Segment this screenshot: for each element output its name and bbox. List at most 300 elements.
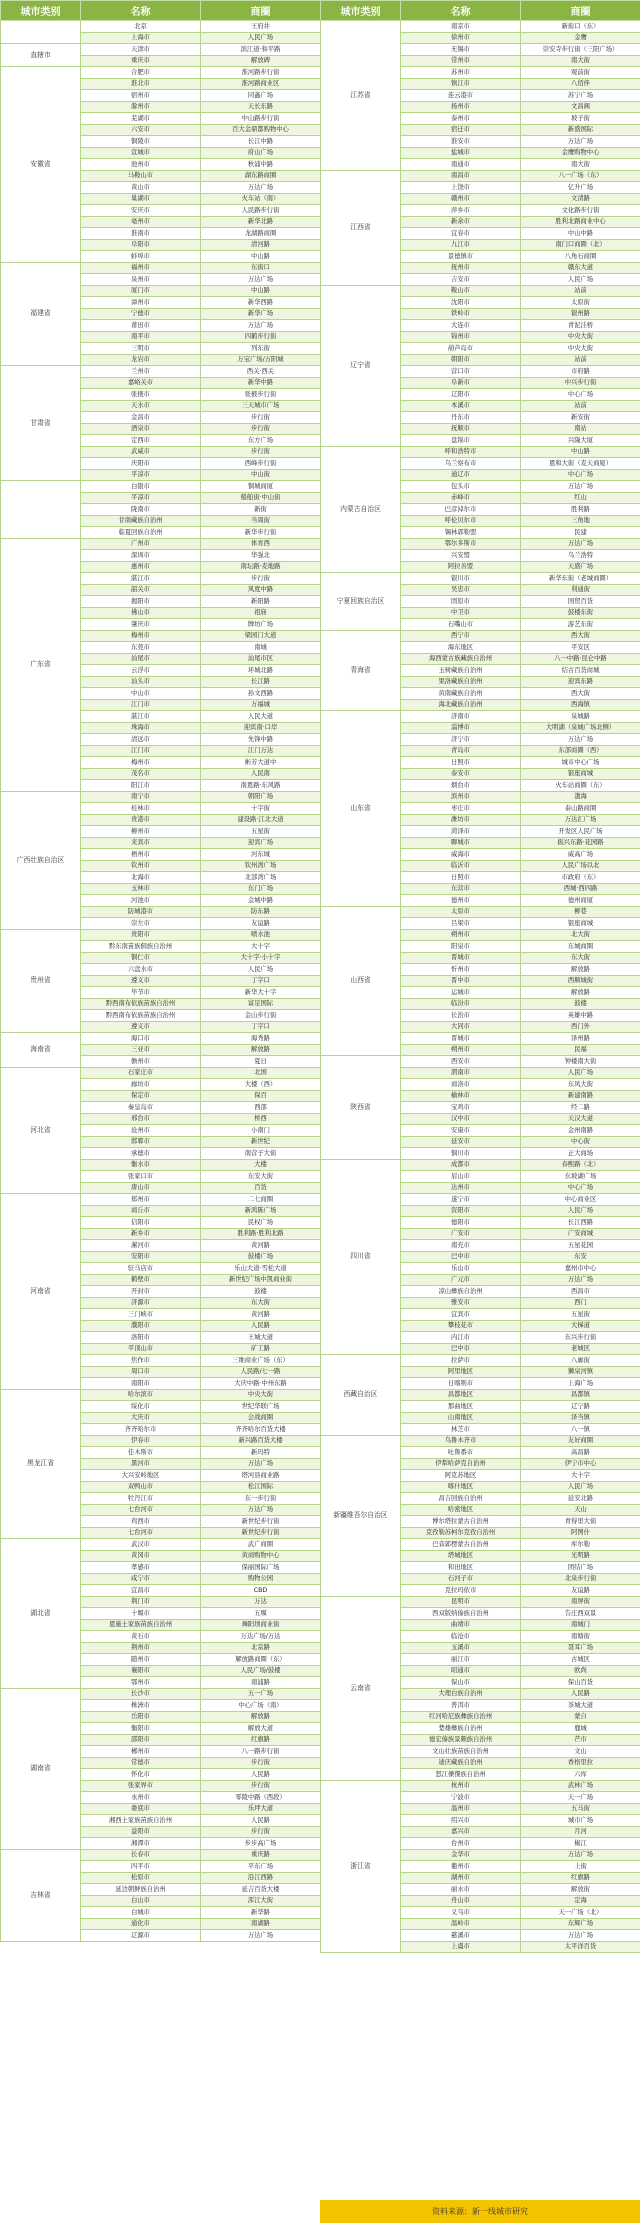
mall-cell: 天汉大道 [521, 1113, 640, 1125]
mall-cell: 人民路 [201, 1815, 321, 1827]
city-cell: 泰安市 [401, 768, 521, 780]
mall-cell: 百大金鼎都购物中心 [201, 124, 321, 136]
mall-cell: 中山路 [521, 446, 640, 458]
mall-cell: 乌兰浩特 [521, 550, 640, 562]
city-cell: 泰州市 [401, 113, 521, 125]
city-cell: 湖州市 [401, 1872, 521, 1884]
city-cell: 宁波市 [401, 1792, 521, 1804]
mall-cell: 北大街 [521, 929, 640, 941]
table-row [321, 1780, 640, 1792]
city-cell: 滁州市 [81, 101, 201, 113]
mall-cell: 鼓楼广场 [201, 1251, 321, 1263]
city-cell: 郑州市 [81, 1194, 201, 1206]
city-cell: 马鞍山市 [81, 170, 201, 182]
mall-cell: 兴隆大厦 [521, 435, 640, 447]
city-cell: 金昌市 [81, 412, 201, 424]
city-cell: 崇左市 [81, 918, 201, 930]
mall-cell: 市府路 [521, 366, 640, 378]
city-cell: 湛江市 [81, 573, 201, 585]
table-row [1, 1067, 321, 1079]
header-province: 城市类别 [1, 1, 81, 21]
mall-cell: 鼓楼 [521, 998, 640, 1010]
mall-cell: 东门广场 [201, 883, 321, 895]
city-cell: 岳阳市 [81, 1711, 201, 1723]
province-cell: 辽宁省 [321, 285, 401, 446]
mall-cell: 海秀路 [201, 1033, 321, 1045]
mall-cell: 南城 [201, 642, 321, 654]
city-cell: 榆林市 [401, 1090, 521, 1102]
city-cell: 焦作市 [81, 1355, 201, 1367]
mall-cell: 南塘街 [521, 1631, 640, 1643]
city-cell: 雅安市 [401, 1297, 521, 1309]
mall-cell: 清河路 [201, 239, 321, 251]
mall-cell: 西部 [201, 1102, 321, 1114]
city-cell: 吐鲁番市 [401, 1447, 521, 1459]
mall-cell: 六库 [521, 1769, 640, 1781]
province-cell: 贵州省 [1, 929, 81, 1033]
mall-cell: 河东城 [201, 849, 321, 861]
mall-cell: 万达广场 [201, 1930, 321, 1942]
city-cell: 广元市 [401, 1274, 521, 1286]
city-cell: 普洱市 [401, 1700, 521, 1712]
city-cell: 塔城地区 [401, 1550, 521, 1562]
city-cell: 吕梁市 [401, 918, 521, 930]
city-cell: 黄石市 [81, 1631, 201, 1643]
mall-cell: 南门口商圈（北） [521, 239, 640, 251]
city-cell: 随州市 [81, 1654, 201, 1666]
city-cell: 洛阳市 [81, 1332, 201, 1344]
header-row [1, 1, 321, 21]
mall-cell: 钦州湾广场 [201, 860, 321, 872]
mall-cell: 世纪华联广场 [201, 1401, 321, 1413]
city-cell: 湘潭市 [81, 1838, 201, 1850]
table-row [1, 481, 321, 493]
table-row [1, 1688, 321, 1700]
city-cell: 长治市 [401, 1010, 521, 1022]
mall-cell: 西昌市 [521, 1286, 640, 1298]
city-cell: 山南地区 [401, 1412, 521, 1424]
city-cell: 娄底市 [81, 1803, 201, 1815]
mall-cell: 人民广场 [521, 1067, 640, 1079]
city-cell: 沧州市 [81, 1125, 201, 1137]
mall-cell: 中山路步行街 [201, 113, 321, 125]
city-cell: 太原市 [401, 906, 521, 918]
mall-cell: 东城商圈 [521, 941, 640, 953]
city-cell: 梧州市 [81, 849, 201, 861]
mall-cell: 万达汇广场 [521, 814, 640, 826]
city-cell: 黔西南布依族苗族自治州 [81, 998, 201, 1010]
mall-cell: 威高广场 [521, 849, 640, 861]
city-cell: 聊城市 [401, 837, 521, 849]
table-body-left [1, 21, 321, 1942]
city-cell: 汉中市 [401, 1113, 521, 1125]
city-cell: 兴安盟 [401, 550, 521, 562]
mall-cell: 步行街 [201, 1780, 321, 1792]
city-cell: 衢州市 [401, 1861, 521, 1873]
mall-cell: 华强北 [201, 550, 321, 562]
city-cell: 阜新市 [401, 377, 521, 389]
city-cell: 宁德市 [81, 308, 201, 320]
city-cell: 淮安市 [401, 136, 521, 148]
mall-cell: 万达广场 [521, 538, 640, 550]
city-cell: 德宏傣族景颇族自治州 [401, 1734, 521, 1746]
mall-cell: 齐齐哈尔百货大楼 [201, 1424, 321, 1436]
city-cell: 四平市 [81, 1861, 201, 1873]
mall-cell: 防东路 [201, 906, 321, 918]
mall-cell: 南恩路·东风路 [201, 780, 321, 792]
city-cell: 金华市 [401, 1849, 521, 1861]
city-cell: 常州市 [401, 55, 521, 67]
city-cell: 广安市 [401, 1228, 521, 1240]
mall-cell: 北泉步行街 [521, 1573, 640, 1585]
mall-cell: 丁字口 [201, 1021, 321, 1033]
city-cell: 攀枝花市 [401, 1320, 521, 1332]
mall-cell: 会战商圈 [201, 1412, 321, 1424]
mall-cell: 辽宁路 [521, 1401, 640, 1413]
mall-cell: 三天城市广场 [201, 400, 321, 412]
mall-cell: 东兴步行街 [521, 1332, 640, 1344]
mall-table-left [0, 0, 321, 1942]
mall-cell: 东街口 [201, 262, 321, 274]
mall-table-right [320, 0, 640, 1953]
city-cell: 鞍山市 [401, 285, 521, 297]
mall-cell: 大十字·小十字 [201, 952, 321, 964]
mall-cell: 新世纪 [201, 1136, 321, 1148]
city-cell: 白银市 [81, 481, 201, 493]
city-cell: 陇南市 [81, 504, 201, 516]
city-cell: 蚌埠市 [81, 251, 201, 263]
mall-cell: 经二路 [521, 1102, 640, 1114]
mall-cell: 月河 [521, 1826, 640, 1838]
province-cell: 云南省 [321, 1596, 401, 1780]
city-cell: 铜陵市 [81, 136, 201, 148]
header-row [321, 1, 640, 21]
mall-cell: 香格里拉 [521, 1757, 640, 1769]
city-cell: 张掖市 [81, 389, 201, 401]
city-cell: 襄阳市 [81, 1665, 201, 1677]
table-row [321, 1355, 640, 1367]
city-cell: 酒泉市 [81, 423, 201, 435]
mall-cell: 天山 [521, 1504, 640, 1516]
city-cell: 益阳市 [81, 1826, 201, 1838]
city-cell: 大庆市 [81, 1412, 201, 1424]
table-body-right [321, 21, 640, 1953]
mall-cell: 王城大道 [201, 1332, 321, 1344]
city-cell: 新余市 [401, 216, 521, 228]
province-cell: 浙江省 [321, 1780, 401, 1953]
city-cell: 济源市 [81, 1297, 201, 1309]
mall-cell: 南大街 [521, 55, 640, 67]
city-cell: 临沧市 [401, 1631, 521, 1643]
mall-cell: 中山街 [201, 469, 321, 481]
mall-cell: 西顺城街 [521, 975, 640, 987]
province-cell: 海南省 [1, 1033, 81, 1068]
mall-cell: 高昌路 [521, 1447, 640, 1459]
mall-cell: 武广商圈 [201, 1539, 321, 1551]
city-cell: 双鸭山市 [81, 1481, 201, 1493]
mall-cell: 北京路 [201, 1642, 321, 1654]
city-cell: 林芝市 [401, 1424, 521, 1436]
city-cell: 哈密地区 [401, 1504, 521, 1516]
city-cell: 南昌市 [401, 170, 521, 182]
mall-cell: 西城·西四路 [521, 883, 640, 895]
city-cell: 大同市 [401, 1021, 521, 1033]
city-cell: 柳州市 [81, 826, 201, 838]
mall-cell: 四鹤步行街 [201, 331, 321, 343]
mall-cell: 万达广场 [201, 320, 321, 332]
city-cell: 桂林市 [81, 803, 201, 815]
mall-cell: 中山路 [201, 251, 321, 263]
city-cell: 大兴安岭地区 [81, 1470, 201, 1482]
mall-cell: 步行街 [201, 1757, 321, 1769]
city-cell: 安庆市 [81, 205, 201, 217]
mall-cell: 东部商圈（西） [521, 745, 640, 757]
mall-cell: 黄河路 [201, 1309, 321, 1321]
mall-cell: 天长东路 [201, 101, 321, 113]
table-row [1, 262, 321, 274]
city-cell: 玉溪市 [401, 1642, 521, 1654]
city-cell: 伊春市 [81, 1435, 201, 1447]
city-cell: 佛山市 [81, 607, 201, 619]
city-cell: 南京市 [401, 21, 521, 33]
city-cell: 巴中市 [401, 1343, 521, 1355]
mall-cell: 定海 [521, 1895, 640, 1907]
mall-cell: 八一广场（东） [521, 170, 640, 182]
mall-cell: 友好商圈 [521, 1435, 640, 1447]
table-row [321, 1056, 640, 1068]
mall-cell: 大庆中路·中州东路 [201, 1378, 321, 1390]
mall-cell: 太原街 [521, 297, 640, 309]
city-cell: 景德镇市 [401, 251, 521, 263]
city-cell: 南宁市 [81, 791, 201, 803]
city-cell: 厦门市 [81, 285, 201, 297]
city-cell: 珠海市 [81, 722, 201, 734]
city-cell: 慈溪市 [401, 1930, 521, 1942]
province-cell: 直辖市 [1, 44, 81, 67]
city-cell: 十堰市 [81, 1608, 201, 1620]
table-row [321, 573, 640, 585]
city-cell: 德阳市 [401, 1217, 521, 1229]
mall-cell: 大十字 [201, 941, 321, 953]
table-row [1, 538, 321, 550]
city-cell: 嘉峪关市 [81, 377, 201, 389]
mall-cell: 金鹰 [521, 32, 640, 44]
mall-cell: 文清路 [521, 193, 640, 205]
mall-cell: 伊宁市中心 [521, 1458, 640, 1470]
mall-cell: 淮河路步行街 [201, 67, 321, 79]
city-cell: 湛江市 [81, 711, 201, 723]
city-cell: 伊犁哈萨克自治州 [401, 1458, 521, 1470]
mall-cell: 八佰伴 [521, 78, 640, 90]
mall-cell: 上海广场 [521, 1378, 640, 1390]
table-row [321, 21, 640, 33]
city-cell: 河池市 [81, 895, 201, 907]
province-cell: 吉林省 [1, 1849, 81, 1941]
mall-cell: 中兴步行街 [521, 377, 640, 389]
city-cell: 湘西土家族苗族自治州 [81, 1815, 201, 1827]
mall-cell: 万达广场 [521, 136, 640, 148]
city-cell: 汕尾市 [81, 653, 201, 665]
mall-cell: 新华西路 [201, 297, 321, 309]
city-cell: 海北藏族自治州 [401, 699, 521, 711]
mall-cell: 告庄西双景 [521, 1608, 640, 1620]
province-cell: 陕西省 [321, 1056, 401, 1160]
province-cell: 新疆维吾尔自治区 [321, 1435, 401, 1596]
mall-cell: 人民大道 [201, 711, 321, 723]
city-cell: 包头市 [401, 481, 521, 493]
province-cell: 广东省 [1, 538, 81, 791]
mall-cell: 八一中路·昆仑中路 [521, 653, 640, 665]
mall-cell: 延吉百货大楼 [201, 1884, 321, 1896]
mall-cell: 嘉州市中心 [521, 1263, 640, 1275]
mall-cell: 中心广场 [521, 469, 640, 481]
city-cell: 达州市 [401, 1182, 521, 1194]
province-cell: 山东省 [321, 711, 401, 907]
mall-cell: 人民路 [201, 1320, 321, 1332]
province-cell: 内蒙古自治区 [321, 446, 401, 573]
mall-cell: 大十字 [521, 1470, 640, 1482]
city-cell: 西宁市 [401, 630, 521, 642]
city-cell: 资阳市 [401, 1205, 521, 1217]
city-cell: 玉树藏族自治州 [401, 665, 521, 677]
mall-cell: 国贸百货 [521, 596, 640, 608]
mall-cell: 新华东街（老城商圈） [521, 573, 640, 585]
mall-cell: 五星花园 [521, 1240, 640, 1252]
mall-cell: 友谊路 [521, 1585, 640, 1597]
city-cell: 秦皇岛市 [81, 1102, 201, 1114]
mall-cell: 老城区 [521, 1343, 640, 1355]
city-cell: 北京 [81, 21, 201, 33]
mall-cell: 南大街 [521, 159, 640, 171]
table-row [1, 1539, 321, 1551]
mall-cell: 新街口（东） [521, 21, 640, 33]
mall-cell: 张掖步行街 [201, 389, 321, 401]
mall-cell: 浑江大街 [201, 1895, 321, 1907]
mall-cell: 中央大街 [521, 343, 640, 355]
mall-cell: 黄河路 [201, 1240, 321, 1252]
mall-cell: 万达广场/万达 [201, 1631, 321, 1643]
city-cell: 抚州市 [401, 262, 521, 274]
mall-cell: 新玛特 [201, 1447, 321, 1459]
city-cell: 铜川市 [401, 1148, 521, 1160]
mall-cell: 秋浦中路 [201, 159, 321, 171]
city-cell: 宿州市 [81, 90, 201, 102]
city-cell: 菏泽市 [401, 826, 521, 838]
city-cell: 温岭市 [401, 1918, 521, 1930]
mall-cell: 团结广场 [521, 1562, 640, 1574]
table-row [1, 44, 321, 56]
table-row [1, 1849, 321, 1861]
mall-cell: 鼓楼 [201, 1286, 321, 1298]
mall-cell: 人民路步行街 [201, 205, 321, 217]
city-cell: 大连市 [401, 320, 521, 332]
city-cell: 池州市 [81, 159, 201, 171]
city-cell: 芜湖市 [81, 113, 201, 125]
mall-cell: 中心广场（南） [201, 1700, 321, 1712]
mall-cell: 人民南 [201, 768, 321, 780]
mall-cell: 迎宾东路 [521, 676, 640, 688]
mall-cell: 火车站（南） [201, 193, 321, 205]
mall-cell: 聂耳广场 [521, 1642, 640, 1654]
city-cell: 盐城市 [401, 147, 521, 159]
mall-cell: 芒市 [521, 1734, 640, 1746]
city-cell: 辽阳市 [401, 389, 521, 401]
mall-cell: 天盛广场 [521, 561, 640, 573]
mall-cell: 保丽国际广场 [201, 1562, 321, 1574]
city-cell: 朔州市 [401, 1044, 521, 1056]
city-cell: 镇江市 [401, 78, 521, 90]
header-city: 名称 [81, 1, 201, 21]
city-cell: 鄂州市 [81, 1677, 201, 1689]
mall-cell: 新建南路 [521, 1090, 640, 1102]
mall-cell: 长江路 [201, 676, 321, 688]
mall-cell: 新街 [201, 504, 321, 516]
city-cell: 乌鲁木齐市 [401, 1435, 521, 1447]
mall-cell: 结古百货商城 [521, 665, 640, 677]
mall-cell: 古城区 [521, 1654, 640, 1666]
city-cell: 黑河市 [81, 1458, 201, 1470]
city-cell: 南平市 [81, 331, 201, 343]
city-cell: 宜宾市 [401, 1309, 521, 1321]
city-cell: 重庆市 [81, 55, 201, 67]
mall-cell: 三角地 [521, 515, 640, 527]
city-cell: 日喀则市 [401, 1378, 521, 1390]
city-cell: 晋城市 [401, 952, 521, 964]
mall-cell: 库尔勒 [521, 1539, 640, 1551]
city-cell: 新乡市 [81, 1228, 201, 1240]
city-cell: 中卫市 [401, 607, 521, 619]
mall-cell: 站前 [521, 400, 640, 412]
city-cell: 衡水市 [81, 1159, 201, 1171]
table-row [1, 1194, 321, 1206]
city-cell: 邢台市 [81, 1113, 201, 1125]
mall-cell: 汕尾市区 [201, 653, 321, 665]
city-cell: 白城市 [81, 1907, 201, 1919]
city-cell: 孝感市 [81, 1562, 201, 1574]
city-cell: 青岛市 [401, 745, 521, 757]
mall-cell: 文山 [521, 1746, 640, 1758]
mall-cell: 西峰步行街 [201, 458, 321, 470]
city-cell: 唐山市 [81, 1182, 201, 1194]
city-cell: 南阳市 [81, 1378, 201, 1390]
mall-cell: 江门万达 [201, 745, 321, 757]
city-cell: 淮北市 [81, 78, 201, 90]
city-cell: 漳州市 [81, 297, 201, 309]
city-cell: 贵港市 [81, 814, 201, 826]
mall-cell: 保百 [201, 1090, 321, 1102]
city-cell: 西双版纳傣族自治州 [401, 1608, 521, 1620]
city-cell: 海西蒙古族藏族自治州 [401, 653, 521, 665]
city-cell: 固原市 [401, 596, 521, 608]
mall-cell: 解放街 [521, 1884, 640, 1896]
mall-cell: 人民广场 [521, 1481, 640, 1493]
header-mall: 商圈 [521, 1, 640, 21]
header-province: 城市类别 [321, 1, 401, 21]
city-cell: 荆州市 [81, 1642, 201, 1654]
province-cell: 安徽省 [1, 67, 81, 263]
table-row [1, 366, 321, 378]
city-cell: 铜仁市 [81, 952, 201, 964]
city-cell: 临沂市 [401, 860, 521, 872]
source-note: 资料来源：新一线城市研究 [320, 2200, 640, 2223]
table-row [1, 67, 321, 79]
mall-cell: 新兴路百货大楼 [201, 1435, 321, 1447]
city-cell: 定西市 [81, 435, 201, 447]
city-cell: 天水市 [81, 400, 201, 412]
city-cell: 日照市 [401, 757, 521, 769]
city-cell: 株洲市 [81, 1700, 201, 1712]
city-cell: 张家界市 [81, 1780, 201, 1792]
